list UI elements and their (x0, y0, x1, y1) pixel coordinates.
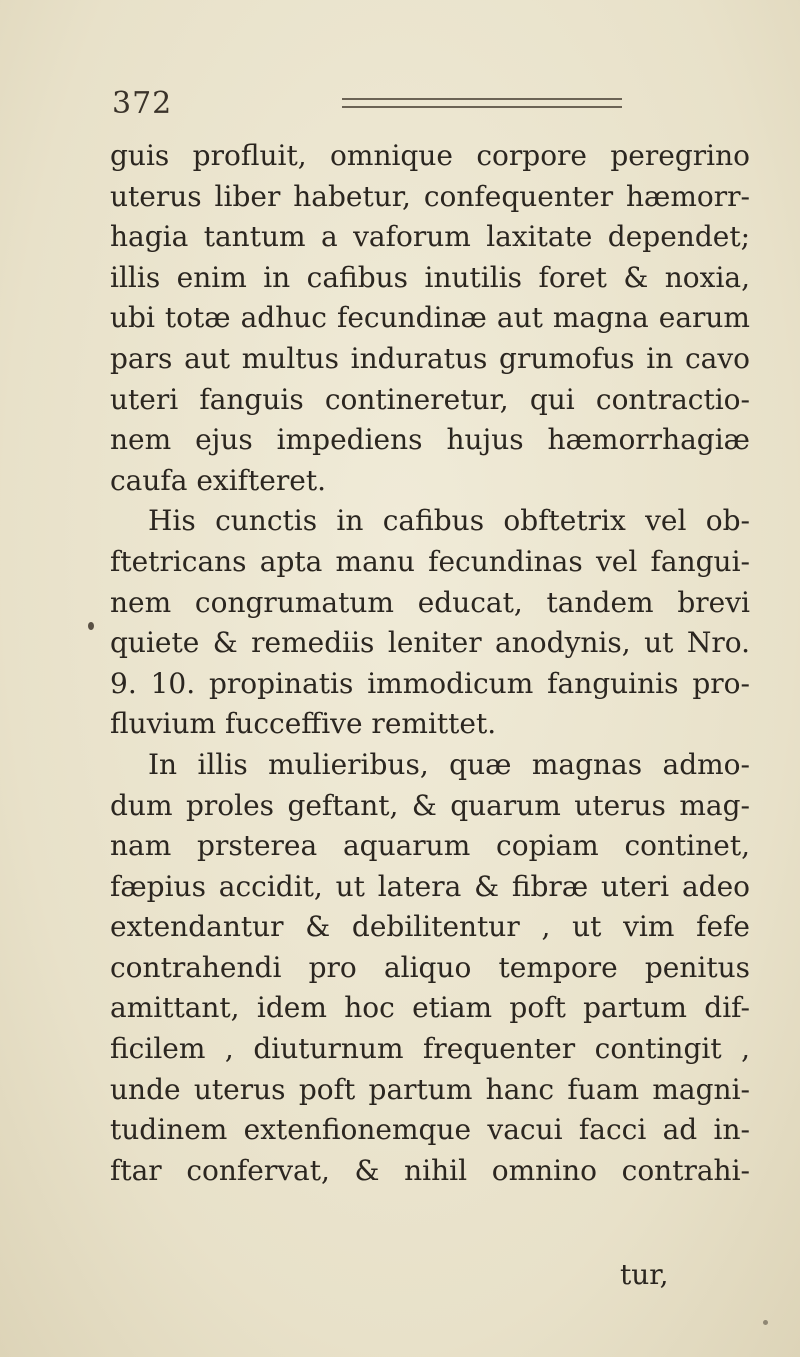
paper-speck (88, 622, 94, 630)
text-line: fæpius accidit, ut latera & fibræ uteri adeo (110, 869, 750, 903)
text-line: caufa exifteret. (110, 463, 326, 497)
text-line: uterus liber habetur, confequenter hæmorr- (110, 179, 750, 213)
page-header (112, 86, 732, 126)
text-line: guis profluit, omnique corpore peregrino (110, 139, 750, 172)
text-line: fluvium fucceffive remittet. (110, 707, 497, 741)
text-line: contrahendi pro aliquo tempore penitus (110, 950, 750, 984)
text-line: unde uterus poft partum hanc fuam magni- (110, 1072, 750, 1106)
text-line: amittant, idem hoc etiam poft partum dif- (110, 991, 750, 1025)
text-line: ftetricans apta manu fecundinas vel fangui- (110, 544, 750, 578)
paper-speck (763, 1320, 768, 1325)
text-line: ficilem , diuturnum frequenter contingit , (110, 1032, 750, 1066)
text-line: uteri fanguis contineretur, qui contractio- (110, 382, 750, 416)
text-line: quiete & remediis leniter anodynis, ut Nro. (110, 626, 750, 660)
paragraph-first-line: In illis mulieribus, quæ magnas admo- (148, 747, 750, 781)
text-line: tudinem extenfionemque vacui facci ad in- (110, 1113, 750, 1147)
text-line: 9. 10. propinatis immodicum fanguinis pro- (110, 666, 750, 700)
header-rule (342, 98, 622, 108)
text-line: ubi totæ adhuc fecundinæ aut magna earum (110, 301, 750, 335)
text-line: extendantur & debilitentur , ut vim fefe (110, 910, 750, 944)
text-line: nam prsterea aquarum copiam continet, (110, 829, 750, 863)
paragraph-first-line: His cunctis in cafibus obftetrix vel ob- (148, 504, 750, 538)
text-line: nem congrumatum educat, tandem brevi (110, 585, 750, 619)
text-line: illis enim in cafibus inutilis foret & noxia, (110, 260, 750, 294)
text-line: dum proles geftant, & quarum uterus mag- (110, 788, 750, 822)
text-line: hagia tantum a vaforum laxitate dependet; (110, 220, 750, 254)
text-line: nem ejus impediens hujus hæmorrhagiæ (110, 423, 750, 457)
page-number: 372 (112, 86, 173, 121)
text-line: pars aut multus induratus grumofus in cavo (110, 341, 750, 375)
catchword: tur, (620, 1258, 669, 1291)
text-line: ftar confervat, & nihil omnino contrahi- (110, 1153, 750, 1187)
body-text (110, 136, 750, 1191)
